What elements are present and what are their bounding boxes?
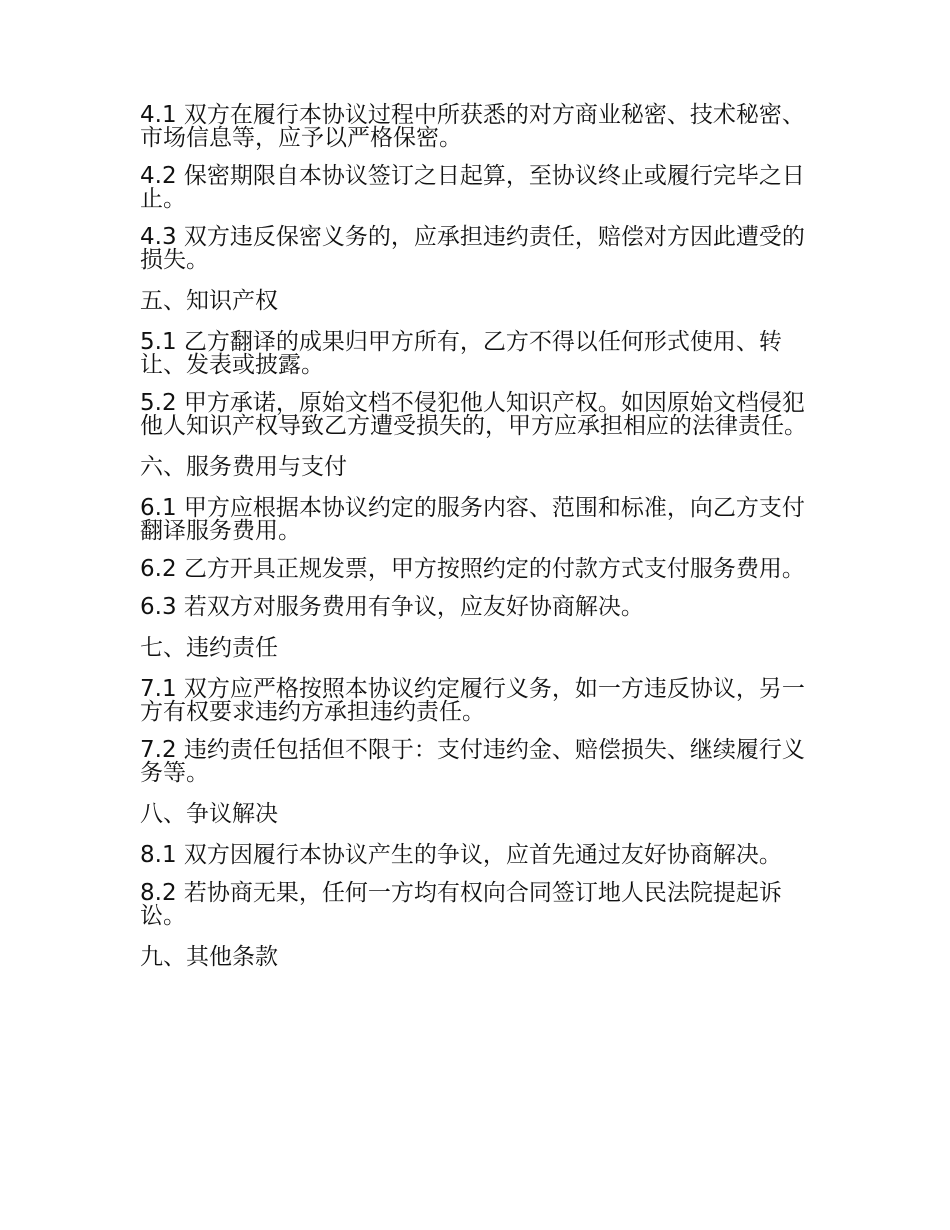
document-page [140,104,812,987]
clause-7-1: 7.1 双方应严格按照本协议约定履行义务，如一方违反协议，另一方有权要求违约方承担违约责任。 [140,676,805,725]
clause-4-3: 4.3 双方违反保密义务的，应承担违约责任，赔偿对方因此遭受的损失。 [140,224,805,273]
clause-7-2: 7.2 违约责任包括但不限于：支付违约金、赔偿损失、继续履行义务等。 [140,737,805,786]
section-heading-5: 五、知识产权 [140,288,278,314]
clause-4-2: 4.2 保密期限自本协议签订之日起算，至协议终止或履行完毕之日止。 [140,163,805,212]
clause-5-2: 5.2 甲方承诺，原始文档不侵犯他人知识产权。如因原始文档侵犯他人知识产权导致乙方遭受损失的，甲方应承担相应的法律责任。 [140,390,807,439]
section-heading-6: 六、服务费用与支付 [140,454,347,480]
clause-5-1: 5.1 乙方翻译的成果归甲方所有，乙方不得以任何形式使用、转让、发表或披露。 [140,329,782,378]
clause-8-2: 8.2 若协商无果，任何一方均有权向合同签订地人民法院提起诉讼。 [140,880,782,929]
clause-4-1: 4.1 双方在履行本协议过程中所获悉的对方商业秘密、技术秘密、市场信息等，应予以严格保密。 [140,102,805,151]
clause-6-2: 6.2 乙方开具正规发票，甲方按照约定的付款方式支付服务费用。 [140,556,805,582]
section-heading-7: 七、违约责任 [140,635,278,661]
clause-6-3: 6.3 若双方对服务费用有争议，应友好协商解决。 [140,594,644,620]
clause-8-1: 8.1 双方因履行本协议产生的争议，应首先通过友好协商解决。 [140,842,782,868]
section-heading-9: 九、其他条款 [140,944,278,970]
clause-6-1: 6.1 甲方应根据本协议约定的服务内容、范围和标准，向乙方支付翻译服务费用。 [140,495,805,544]
section-heading-8: 八、争议解决 [140,801,278,827]
